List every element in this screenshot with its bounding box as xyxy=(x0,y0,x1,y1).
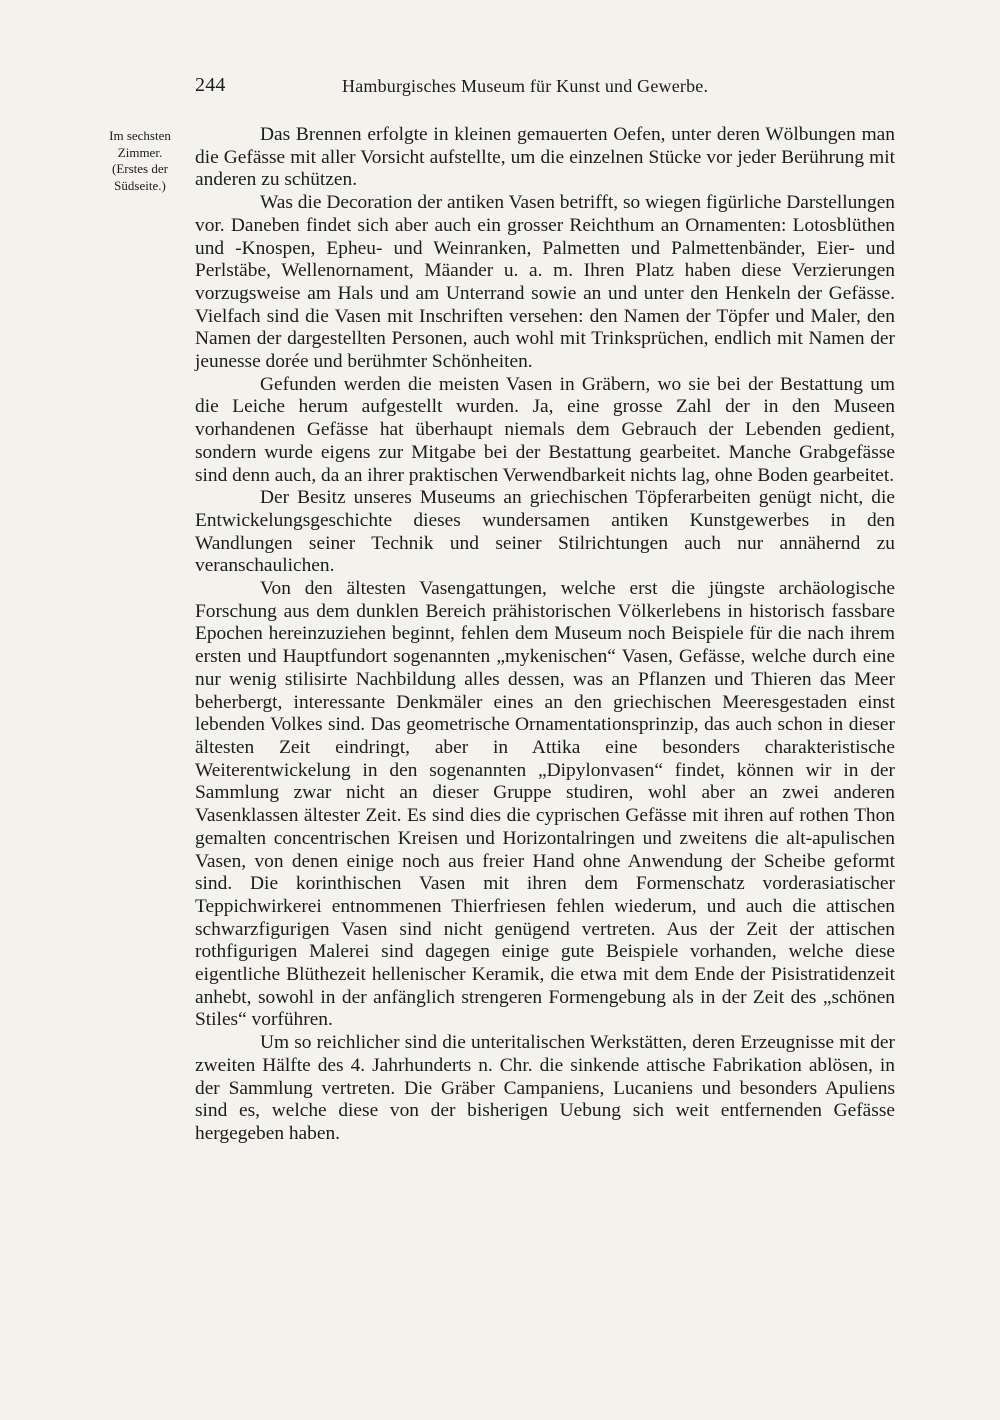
paragraph: Gefunden werden die meisten Vasen in Gräbern, wo sie bei der Bestattung um die Leiche herum aufgestellt wurden. Ja, eine grosse Zahl der in den Museen vorhandenen Gefässe hat überhaupt niemals dem Gebrauch der Lebenden gedient, sondern wurde eigens zur Mitgabe bei der Bestattung gearbeitet. Manche Grabgefässe sind denn auch, da an ihrer praktischen Verwendbarkeit nichts lag, ohne Boden gearbeitet. xyxy=(195,373,895,486)
page-number: 244 xyxy=(195,74,226,96)
paragraph: Von den ältesten Vasengattungen, welche erst die jüngste archäologische Forschung aus dem dunklen Bereich prähistorischen Völkerlebens in historisch fassbare Epochen hereinzuziehen beginnt, fehlen dem Museum noch Beispiele für die nach ihrem ersten und Hauptfundort sogenannten „mykenischen“ Vasen, Gefässe, welche durch eine nur wenig stilisirte Nachbildung alles dessen, was an Pflanzen und Thieren das Meer beherbergt, interessante Denkmäler eines an den griechischen Meeresgestaden einst lebenden Volkes sind. Das geometrische Ornamentationsprinzip, das auch schon in dieser ältesten Zeit eindringt, aber in Attika eine besonders charakteristische Weiterentwickelung in den sogenannten „Dipylonvasen“ findet, können wir in der Sammlung zwar nicht an dieser Gruppe studiren, wohl aber an zwei anderen Vasenklassen ältester Zeit. Es sind dies die cyprischen Gefässe mit ihren auf rothen Thon gemalten concentrischen Kreisen und Horizontalringen und zweitens die alt-apulischen Vasen, von denen einige noch aus freier Hand ohne Anwendung der Scheibe geformt sind. Die korinthischen Vasen mit ihren dem Formenschatz vorderasiatischer Teppichwirkerei entnommenen Thierfriesen fehlen wiederum, und auch die attischen schwarzfigurigen Vasen sind nicht genügend vertreten. Aus der Zeit der attischen rothfigurigen Malerei sind dagegen einige gute Beispiele vorhanden, welche diese eigentliche Blüthezeit hellenischer Keramik, die etwa mit dem Ende der Pisistratidenzeit anhebt, sowohl in der anfänglich strengeren Formengebung als in der Zeit des „schönen Stiles“ vorführen. xyxy=(195,578,895,1031)
page-header xyxy=(195,72,895,102)
margin-note-line: (Erstes der xyxy=(112,161,168,176)
margin-note-line: Südseite.) xyxy=(114,177,166,193)
margin-note xyxy=(84,128,196,194)
paragraph: Um so reichlicher sind die unteritalischen Werkstätten, deren Erzeugnisse mit der zweiten Hälfte des 4. Jahrhunderts n. Chr. die sinkende attische Fabrikation ablösen, in der Sammlung vertreten. Die Gräber Campaniens, Lucaniens und besonders Apuliens sind es, welche diese von der bisherigen Uebung sich weit entfernenden Gefässe hergegeben haben. xyxy=(195,1032,895,1144)
paragraph: Der Besitz unseres Museums an griechischen Töpferarbeiten genügt nicht, die Entwickelungsgeschichte dieses wundersamen antiken Kunstgewerbes in den Wandlungen seiner Technik und seiner Stilrichtungen auch nur annähernd zu veranschaulichen. xyxy=(195,487,895,577)
running-title: Hamburgisches Museum für Kunst und Gewerbe. xyxy=(342,76,709,96)
paragraph: Was die Decoration der antiken Vasen betrifft, so wiegen figürliche Darstellungen vor. Daneben findet sich aber auch ein grosser Reichthum an Ornamenten: Lotosblüthen und -Knospen, Epheu- und Weinranken, Palmetten und Palmettenbänder, Eier- und Perlstäbe, Wellenornament, Mäander u. a. m. Ihren Platz haben diese Verzierungen vorzugsweise am Hals und am Unterrand sowie an und unter den Henkeln der Gefässe. Vielfach sind die Vasen mit Inschriften versehen: den Namen der Töpfer und Maler, den Namen der dargestellten Personen, auch wohl mit Trinksprüchen, endlich mit Namen der jeunesse dorée und berühmter Schönheiten. xyxy=(195,192,895,373)
paragraph: Das Brennen erfolgte in kleinen gemauerten Oefen, unter deren Wölbungen man die Gefässe mit aller Vorsicht aufstellte, um die einzelnen Stücke vor jeder Berührung mit anderen zu schützen. xyxy=(195,124,895,191)
margin-note-line: Zimmer. xyxy=(117,144,163,160)
body-text xyxy=(195,124,895,1146)
margin-note-line: Im sechsten xyxy=(109,128,171,143)
